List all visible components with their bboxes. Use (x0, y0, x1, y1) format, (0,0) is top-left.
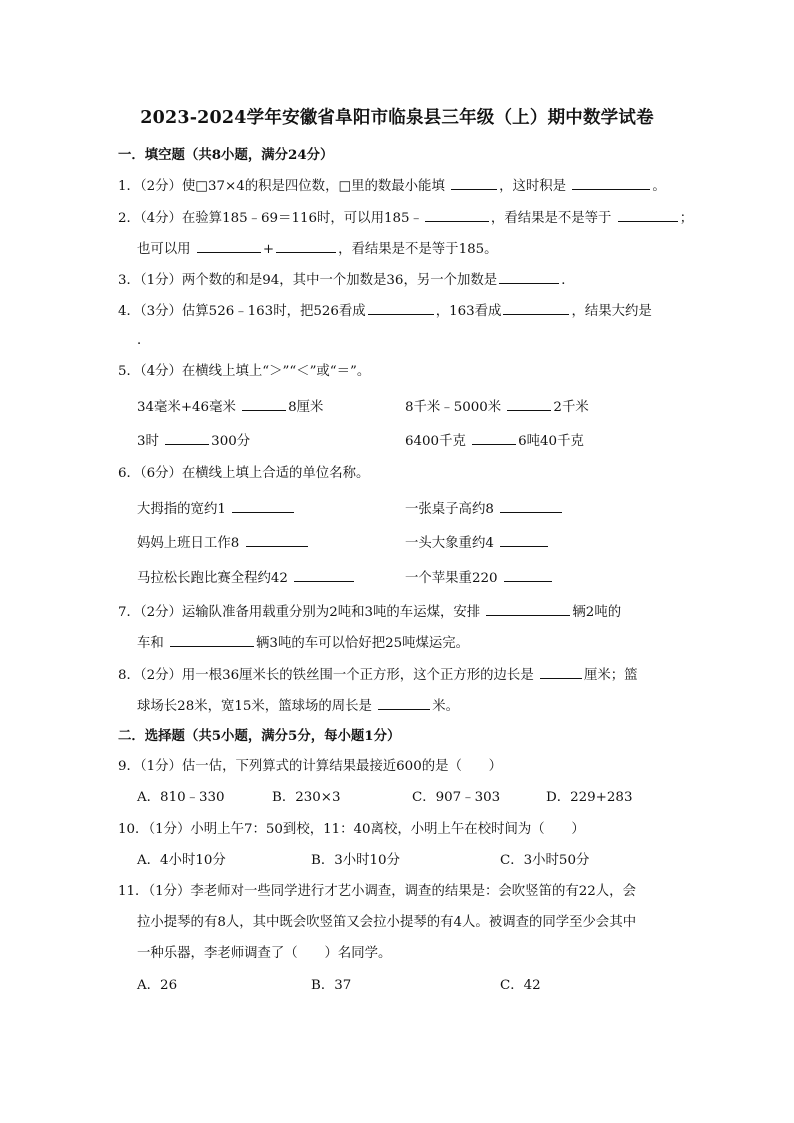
question-5: 5．（4分）在横线上填上“＞”“＜”或“＝”。 (118, 364, 371, 379)
answer-blank[interactable] (504, 568, 552, 582)
q6-item: 一头大象重约4 (405, 533, 550, 553)
section-heading-fill: 一．填空题（共8小题，满分24分） (118, 147, 334, 163)
question-6: 6．（6分）在横线上填上合适的单位名称。 (118, 466, 370, 481)
answer-blank[interactable] (500, 533, 548, 547)
answer-blank[interactable] (232, 499, 294, 513)
answer-blank[interactable] (165, 431, 209, 445)
question-3: 3．（1分）两个数的和是94，其中一个加数是36，另一个加数是 ． (118, 270, 575, 290)
answer-blank[interactable] (378, 696, 430, 710)
answer-blank[interactable] (503, 301, 569, 315)
q5-item: 6400千克 6吨40千克 (405, 431, 584, 451)
question-9: 9．（1分）估一估，下列算式的计算结果最接近600的是（ ） (118, 759, 503, 774)
answer-blank[interactable] (572, 176, 650, 190)
answer-blank[interactable] (507, 397, 551, 411)
answer-blank[interactable] (500, 499, 562, 513)
page-title: 2023-2024学年安徽省阜阳市临泉县三年级（上）期中数学试卷 (140, 108, 654, 128)
answer-blank[interactable] (242, 397, 286, 411)
choice-option-d[interactable]: D．229+283 (546, 790, 633, 805)
q6-item: 一个苹果重220 (405, 568, 554, 588)
choice-option-b[interactable]: B．3小时10分 (311, 853, 400, 868)
answer-blank[interactable] (472, 431, 516, 445)
answer-blank[interactable] (170, 633, 254, 647)
q6-item: 妈妈上班日工作8 (137, 533, 310, 553)
answer-blank[interactable] (618, 208, 678, 222)
question-11-line-3: 一种乐器，李老师调查了（ ）名同学。 (137, 946, 392, 961)
answer-blank[interactable] (276, 239, 336, 253)
choice-option-c[interactable]: C．907﹣303 (412, 790, 501, 805)
q5-item: 8千米﹣5000米 2千米 (405, 397, 589, 417)
choice-option-a[interactable]: A．810﹣330 (137, 790, 225, 805)
q6-item: 马拉松长跑比赛全程约42 (137, 568, 356, 588)
q5-item: 3时 300分 (137, 431, 250, 451)
answer-blank[interactable] (294, 568, 354, 582)
answer-blank[interactable] (499, 270, 559, 284)
q6-item: 大拇指的宽约1 (137, 499, 296, 519)
choice-option-c[interactable]: C．3小时50分 (500, 853, 590, 868)
answer-blank[interactable] (197, 239, 261, 253)
question-10: 10．（1分）小明上午7：50到校，11：40离校，小明上午在校时间为（ ） (118, 822, 585, 837)
question-4: 4．（3分）估算526﹣163时，把526看成 ，163看成 ，结果大约是 (118, 301, 652, 321)
question-11: 11．（1分）李老师对一些同学进行才艺小调查，调查的结果是：会吹竖笛的有22人，会 (118, 884, 636, 899)
question-2: 2．（4分）在验算185﹣69＝116时，可以用185﹣ ，看结果是不是等于 ； (118, 208, 693, 228)
choice-option-a[interactable]: A．4小时10分 (137, 853, 226, 868)
question-11-line-2: 拉小提琴的有8人，其中既会吹竖笛又会拉小提琴的有4人。被调查的同学至少会其中 (137, 915, 637, 930)
question-8-line-2: 球场长28米，宽15米，篮球场的周长是 米。 (137, 696, 459, 716)
choice-option-b[interactable]: B．230×3 (272, 790, 341, 805)
question-2-line-2: 也可以用 + ，看结果是不是等于185。 (137, 239, 498, 259)
choice-option-a[interactable]: A．26 (137, 978, 178, 993)
choice-option-b[interactable]: B．37 (311, 978, 352, 993)
q5-item: 34毫米+46毫米 8厘米 (137, 397, 323, 417)
question-8: 8．（2分）用一根36厘米长的铁丝围一个正方形，这个正方形的边长是 厘米；篮 (118, 665, 638, 685)
answer-blank[interactable] (425, 208, 489, 222)
choice-option-c[interactable]: C．42 (500, 978, 541, 993)
answer-blank[interactable] (368, 301, 434, 315)
question-1: 1．（2分）使□37×4的积是四位数，□里的数最小能填 ，这时积是 。 (118, 176, 666, 196)
answer-blank[interactable] (540, 665, 582, 679)
answer-blank[interactable] (246, 533, 308, 547)
question-7-line-2: 车和 辆3吨的车可以恰好把25吨煤运完。 (137, 633, 469, 653)
answer-blank[interactable] (486, 602, 570, 616)
section-heading-choice: 二．选择题（共5小题，满分5分，每小题1分） (118, 728, 401, 744)
question-4-line-2: ． (137, 333, 151, 348)
answer-blank[interactable] (451, 176, 497, 190)
question-7: 7．（2分）运输队准备用载重分别为2吨和3吨的车运煤，安排 辆2吨的 (118, 602, 621, 622)
q6-item: 一张桌子高约8 (405, 499, 564, 519)
